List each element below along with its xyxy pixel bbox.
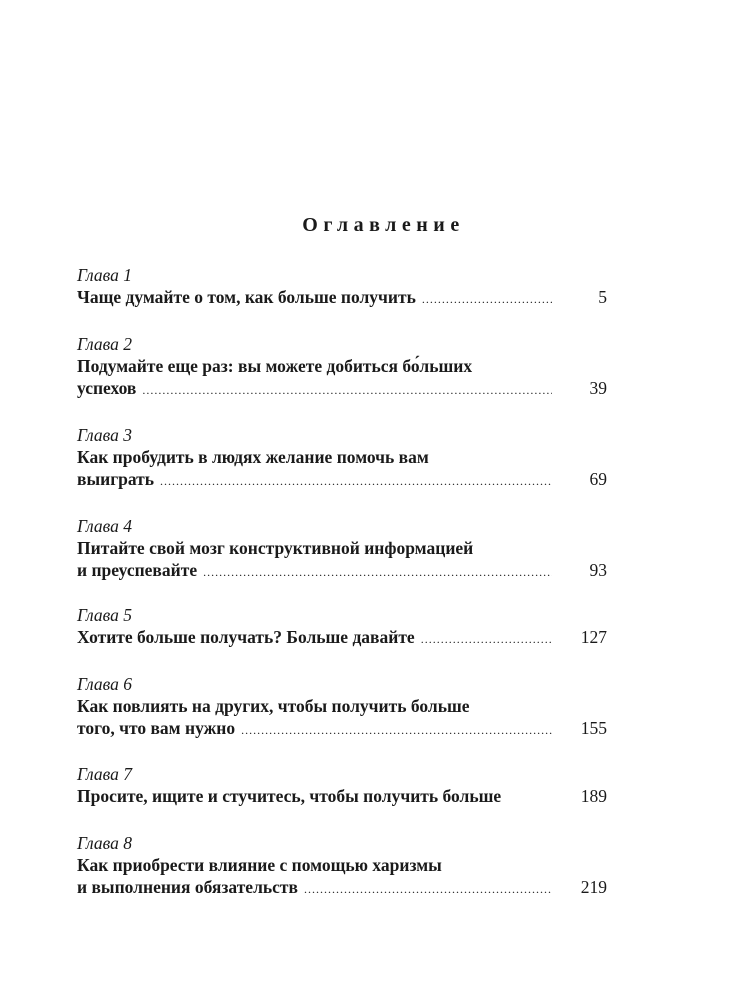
page-number: 93 [589, 560, 607, 580]
chapter-title-line [77, 286, 607, 308]
chapter-title-line-1: Питайте свой мозг конструктивной информацией [77, 538, 474, 558]
page-number: 127 [580, 627, 607, 647]
chapter-label: Глава 4 [77, 516, 132, 536]
chapter-title-line-1: Подумайте еще раз: вы можете добиться бо́льших [77, 356, 473, 376]
toc-entry-7 [77, 763, 607, 807]
page-title: Оглавление [302, 214, 465, 236]
chapter-title-line [77, 785, 607, 807]
chapter-title-line [77, 876, 607, 898]
chapter-label: Глава 2 [77, 334, 132, 354]
dot-leader [421, 628, 552, 650]
chapter-title-line [77, 626, 607, 648]
chapter-label: Глава 6 [77, 674, 132, 694]
chapter-title: того, что вам нужно [77, 718, 236, 738]
chapter-title-line-1: Как приобрести влияние с помощью харизмы [77, 855, 442, 875]
toc-entry-1 [77, 264, 607, 308]
page-number: 219 [580, 877, 607, 897]
page-number: 39 [589, 378, 607, 398]
toc-entry-3 [77, 424, 607, 490]
chapter-title: успехов [77, 378, 137, 398]
dot-leader [304, 878, 552, 900]
toc-entry-8 [77, 832, 607, 898]
toc-entry-4 [77, 515, 607, 581]
chapter-title: и выполнения обязательств [77, 877, 298, 897]
chapter-label: Глава 8 [77, 833, 132, 853]
chapter-title: Хотите больше получать? Больше давайте [77, 627, 415, 647]
page-number: 5 [598, 287, 607, 307]
dot-leader [241, 719, 552, 741]
chapter-label: Глава 5 [77, 605, 132, 625]
chapter-label: Глава 3 [77, 425, 132, 445]
dot-leader [203, 561, 552, 583]
chapter-title-line [77, 717, 607, 739]
chapter-title-line [77, 559, 607, 581]
toc-entry-5 [77, 604, 607, 648]
dot-leader [422, 288, 552, 310]
page-number: 189 [580, 786, 607, 806]
toc-entry-6 [77, 673, 607, 739]
chapter-title-line [77, 468, 607, 490]
chapter-title: Чаще думайте о том, как больше получить [77, 287, 416, 307]
chapter-title: Просите, ищите и стучитесь, чтобы получить больше [77, 786, 502, 806]
chapter-title: выиграть [77, 469, 155, 489]
page-number: 155 [580, 718, 607, 738]
chapter-title-line-1: Как пробудить в людях желание помочь вам [77, 447, 429, 467]
chapter-title-line-1: Как повлиять на других, чтобы получить больше [77, 696, 470, 716]
chapter-label: Глава 1 [77, 265, 132, 285]
dot-leader [142, 379, 552, 401]
page-number: 69 [589, 469, 607, 489]
toc-entry-2 [77, 333, 607, 399]
chapter-label: Глава 7 [77, 764, 132, 784]
dot-leader [160, 470, 552, 492]
chapter-title-line [77, 377, 607, 399]
chapter-title: и преуспевайте [77, 560, 198, 580]
